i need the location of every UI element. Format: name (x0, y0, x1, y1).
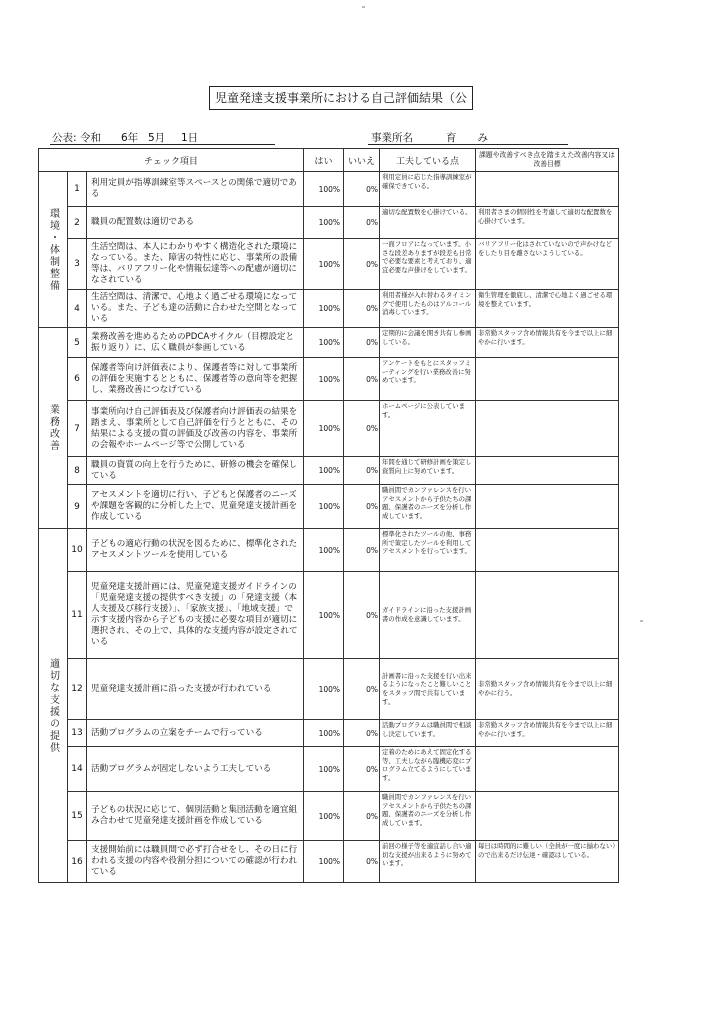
suggestion-text (476, 572, 619, 659)
suggestion-text (476, 358, 619, 401)
table-header-row (39, 149, 619, 172)
published-label: 公表: (52, 132, 77, 144)
row-number: 9 (68, 485, 87, 529)
scan-speck (640, 620, 643, 622)
no-percent: 0% (344, 529, 380, 572)
row-number: 16 (68, 841, 87, 883)
yes-percent: 100% (304, 792, 344, 841)
no-percent: 0% (344, 290, 380, 328)
category-cell (39, 328, 68, 529)
check-item: 利用定員が指導訓練室等スペースとの関係で適切である (87, 172, 304, 207)
table-row (39, 328, 619, 358)
effort-text: 標準化されたツールの他、事務所で策定したツールを利用してアセスメントを行っています。 (380, 529, 476, 572)
check-item: 職員の配置数は適切である (87, 207, 304, 239)
check-item: 活動プログラムが固定しないよう工夫している (87, 747, 304, 792)
suggestion-text: 利用者さまの個別性を考慮して適切な配置数を心掛けています。 (476, 207, 619, 239)
table-row (39, 172, 619, 207)
no-percent: 0% (344, 457, 380, 485)
table-row (39, 747, 619, 792)
header-suggestion: 課題や改善すべき点を踏まえた改善内容又は改善目標 (476, 149, 619, 172)
check-item: 生活空間は、本人にわかりやすく構造化された環境になっている。また、障害の特性に応じ、事業所の設備等は、バリアフリー化や情報伝達等への配慮が適切になされている (87, 239, 304, 290)
category-cell (39, 172, 68, 328)
self-evaluation-table (38, 148, 619, 883)
row-number: 14 (68, 747, 87, 792)
yes-percent: 100% (304, 485, 344, 529)
table-row (39, 358, 619, 401)
row-number: 3 (68, 239, 87, 290)
check-item: 子どもの状況に応じて、個別活動と集団活動を適宜組み合わせて児童発達支援計画を作成している (87, 792, 304, 841)
suggestion-text (476, 792, 619, 841)
published-underline (50, 144, 275, 145)
effort-text: ホームページに公表しています。 (380, 401, 476, 457)
scan-speck (362, 6, 365, 8)
effort-text: 計画書に沿った支援を行い出来るようになったこと難しいことをスタッフ間で共有しています。 (380, 659, 476, 720)
table-row (39, 659, 619, 720)
row-number: 2 (68, 207, 87, 239)
table-row (39, 841, 619, 883)
published-year: 6年 (121, 132, 139, 144)
no-percent: 0% (344, 207, 380, 239)
published-month: 5月 (148, 132, 166, 144)
no-percent: 0% (344, 572, 380, 659)
published-era: 令和 (80, 132, 101, 144)
suggestion-text: 非常勤スタッフ含め情報共有を今まで以上に細やかに行います。 (476, 328, 619, 358)
effort-text: 定期的に会議を開き共有し参画している。 (380, 328, 476, 358)
row-number: 8 (68, 457, 87, 485)
table-row (39, 792, 619, 841)
table-row (39, 290, 619, 328)
suggestion-text (476, 529, 619, 572)
effort-text: 活動プログラムは職員間で相談し決定しています。 (380, 720, 476, 747)
row-number: 15 (68, 792, 87, 841)
yes-percent: 100% (304, 207, 344, 239)
table-row (39, 572, 619, 659)
effort-text: 定着のためにあえて固定化する等、工夫しながら臨機応変にプログラム立てるようにしています。 (380, 747, 476, 792)
suggestion-text (476, 747, 619, 792)
effort-text: 前回の様子等を適宜話し合い適切な支援が出来るように努めています。 (380, 841, 476, 883)
published-day: 1日 (181, 132, 199, 144)
suggestion-text: 衛生管理を徹底し、清潔で心地よく過ごせる環境を整えています。 (476, 290, 619, 328)
document-title: 児童発達支援事業所における自己評価結果（公 (209, 86, 473, 110)
row-number: 6 (68, 358, 87, 401)
check-item: 生活空間は、清潔で、心地よく過ごせる環境になっている。また、子ども達の活動に合わせた空間となっている (87, 290, 304, 328)
yes-percent: 100% (304, 172, 344, 207)
table-row (39, 401, 619, 457)
yes-percent: 100% (304, 841, 344, 883)
check-item: 職員の資質の向上を行うために、研修の機会を確保している (87, 457, 304, 485)
suggestion-text (476, 172, 619, 207)
table-row (39, 529, 619, 572)
no-percent: 0% (344, 401, 380, 457)
effort-text: 利用者様が入れ替わるタイミングで使用したものはアルコール消毒しています。 (380, 290, 476, 328)
no-percent: 0% (344, 172, 380, 207)
no-percent: 0% (344, 720, 380, 747)
check-item: 児童発達支援計画に沿った支援が行われている (87, 659, 304, 720)
check-item: 業務改善を進めるためのPDCAサイクル（目標設定と振り返り）に、広く職員が参画している (87, 328, 304, 358)
yes-percent: 100% (304, 572, 344, 659)
check-item: 保護者等向け評価表により、保護者等に対して事業所の評価を実施するとともに、保護者等の意向等を把握し、業務改善につなげている (87, 358, 304, 401)
check-item: 児童発達支援計画には、児童発達支援ガイドラインの「児童発達支援の提供すべき支援」の「発達支援（本人支援及び移行支援）」、「家族支援」、「地域支援」で示す支援内容から子どもの支援に必要な項目が適切に選択され、その上で、具体的な支援内容が設定されている (87, 572, 304, 659)
table-row (39, 485, 619, 529)
no-percent: 0% (344, 792, 380, 841)
yes-percent: 100% (304, 358, 344, 401)
row-number: 13 (68, 720, 87, 747)
suggestion-text: 非常勤スタッフ含め情報共有を今まで以上に細やかに行う。 (476, 659, 619, 720)
suggestion-text: 毎日は時間的に難しい（全員が一度に揃わない）ので出来るだけ伝達・確認はしている。 (476, 841, 619, 883)
yes-percent: 100% (304, 529, 344, 572)
row-number: 4 (68, 290, 87, 328)
effort-text: ガイドラインに沿った支援計画書の作成を意識しています。 (380, 572, 476, 659)
check-item: 子どもの適応行動の状況を図るために、標準化されたアセスメントツールを使用している (87, 529, 304, 572)
yes-percent: 100% (304, 239, 344, 290)
check-item: 活動プログラムの立案をチームで行っている (87, 720, 304, 747)
check-item: 事業所向け自己評価表及び保護者向け評価表の結果を踏まえ、事業所として自己評価を行うとともに、その結果による支援の質の評価及び改善の内容を、事業所の会報やホームページ等で公開している (87, 401, 304, 457)
suggestion-text (476, 457, 619, 485)
yes-percent: 100% (304, 747, 344, 792)
effort-text: 年間を通じて研修計画を策定し資質向上に努めています。 (380, 457, 476, 485)
yes-percent: 100% (304, 457, 344, 485)
office-underline (368, 144, 568, 145)
suggestion-text (476, 485, 619, 529)
yes-percent: 100% (304, 659, 344, 720)
effort-text: 利用定員に応じた指導訓練室が確保できている。 (380, 172, 476, 207)
check-item: 支援開始前には職員間で必ず打合せをし、その日に行われる支援の内容や役割分担についての確認が行われている (87, 841, 304, 883)
header-check-item: チェック項目 (39, 149, 304, 172)
no-percent: 0% (344, 485, 380, 529)
suggestion-text (476, 401, 619, 457)
table-row (39, 720, 619, 747)
category-label: 環境・体制整備 (47, 207, 59, 292)
category-label: 適切な支援の提供 (47, 657, 59, 754)
table-row (39, 207, 619, 239)
row-number: 11 (68, 572, 87, 659)
yes-percent: 100% (304, 720, 344, 747)
header-effort: 工夫している点 (380, 149, 476, 172)
yes-percent: 100% (304, 290, 344, 328)
suggestion-text: 非常勤スタッフ含め情報共有を今まで以上に細やかに行います。 (476, 720, 619, 747)
category-cell (39, 529, 68, 883)
effort-text: 一面フロアになっています。小さな段差ありますが段差も日常で必要な要素と考えており、適宜必要な声掛けをしています。 (380, 239, 476, 290)
office-name: 育 み (446, 132, 488, 144)
row-number: 10 (68, 529, 87, 572)
no-percent: 0% (344, 659, 380, 720)
row-number: 7 (68, 401, 87, 457)
row-number: 1 (68, 172, 87, 207)
yes-percent: 100% (304, 401, 344, 457)
no-percent: 0% (344, 841, 380, 883)
header-no: いいえ (344, 149, 380, 172)
table-row (39, 457, 619, 485)
effort-text: 職員間でカンファレンスを行いアセスメントから子供たちの課題、保護者のニーズを分析し作成しています。 (380, 485, 476, 529)
header-yes: はい (304, 149, 344, 172)
suggestion-text: バリアフリー化はされていないので声かけなどをしたり目を離さないようしている。 (476, 239, 619, 290)
table-row (39, 239, 619, 290)
no-percent: 0% (344, 358, 380, 401)
no-percent: 0% (344, 239, 380, 290)
category-label: 業務改善 (47, 404, 59, 452)
check-item: アセスメントを適切に行い、子どもと保護者のニーズや課題を客観的に分析した上で、児童発達支援計画を作成している (87, 485, 304, 529)
yes-percent: 100% (304, 328, 344, 358)
no-percent: 0% (344, 328, 380, 358)
effort-text: 職員間でカンファレンスを行いアセスメントから子供たちの課題、保護者のニーズを分析し作成しています。 (380, 792, 476, 841)
effort-text: アンケートをもとにスタッフミーティングを行い業務改善に努めています。 (380, 358, 476, 401)
row-number: 12 (68, 659, 87, 720)
row-number: 5 (68, 328, 87, 358)
no-percent: 0% (344, 747, 380, 792)
effort-text: 適切な配置数を心掛けている。 (380, 207, 476, 239)
office-label: 事業所名 (371, 132, 413, 144)
